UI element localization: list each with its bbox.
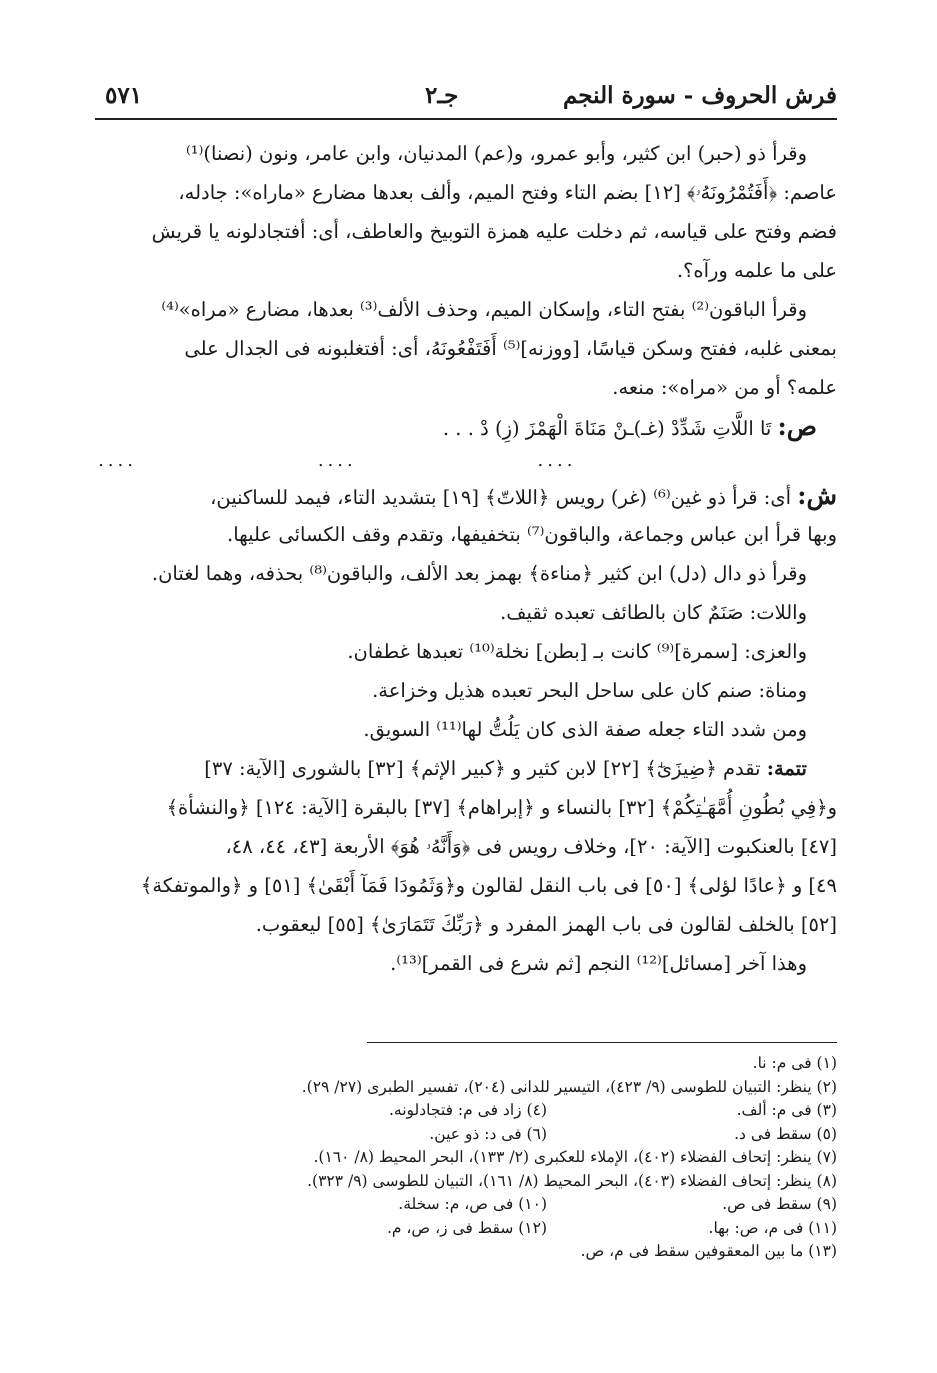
footnote: (٢) ينظر: التبيان للطوسى (٩/ ٤٢٣)، التيسير للدانى (٢٠٤)، تفسير الطبرى (٢٧/ ٢٩).: [301, 1077, 837, 1096]
text-line: ومن شدد التاء جعله صفة الذى كان يَلُتُّ لها⁽¹¹⁾ السويق.: [363, 718, 807, 741]
footnote: (٣) فى م: ألف.: [736, 1101, 837, 1119]
text-line: [95, 476, 837, 515]
poem-verse: تَا اللَّاتِ شَدِّدْ (غـ)ـنْ مَنَاةَ الْهَمْزَ (زِ) دْ . . .: [442, 417, 772, 440]
text-line: وقرأ ذو (حبر) ابن كثير، وأبو عمرو، و(عم) المدنيان، وابن عامر، ونون (نصنا)⁽¹⁾: [185, 142, 807, 165]
ellipsis-row: [95, 446, 837, 476]
text-line: على ما علمه ورآه؟.: [676, 259, 837, 282]
text-span: تقدم ﴿ضِيزَىٰٓ﴾ [٢٢] لابن كثير و ﴿كبير الإثم﴾ [٣٢] بالشورى [الآية: ٣٧]: [204, 757, 761, 780]
header-title: فرش الحروف - سورة النجم: [562, 82, 837, 109]
sad-label: ص:: [777, 412, 817, 441]
text-line: وبها قرأ ابن عباس وجماعة، والباقون⁽⁷⁾ بتخفيفها، وتقدم وقف الكسائى عليها.: [227, 523, 837, 546]
text-line: وقرأ الباقون⁽²⁾ بفتح التاء، وإسكان الميم، وحذف الألف⁽³⁾ بعدها، مضارع «مراه»⁽⁴⁾: [161, 298, 807, 321]
text-line: [95, 749, 837, 788]
ellipsis: ....: [317, 450, 357, 471]
text-line: والعزى: [سمرة]⁽⁹⁾ كانت بـ [بطن] نخلة⁽¹⁰⁾ تعبدها غطفان.: [347, 640, 807, 663]
footnote: (٤) زاد فى م: فتجادلونه.: [389, 1101, 547, 1119]
footnote: (٧) ينظر: إتحاف الفضلاء (٤٠٢)، الإملاء للعكبرى (٢/ ١٣٣)، البحر المحيط (٨/ ١٦٠).: [313, 1148, 837, 1166]
footnote: (٦) فى د: ذو عين.: [429, 1124, 547, 1143]
text-line: فضم وفتح على قياسه، ثم دخلت عليه همزة التوبيخ والعاطف، أى: أفتجادلونه يا قريش: [151, 220, 837, 243]
tatimma-label: تتمة:: [766, 757, 807, 780]
footnotes: [160, 1052, 837, 1264]
footnote: (٨) ينظر: إتحاف الفضلاء (٤٠٣)، البحر المحيط (٨/ ١٦١)، التبيان للطوسى (٩/ ٣٢٣).: [307, 1171, 837, 1190]
text-line: بمعنى غلبه، ففتح وسكن قياسًا، [ووزنه]⁽⁵⁾ أَفَتَفْعُونَهُ، أى: أفتغلبونه فى الجدال على: [184, 337, 837, 360]
ellipsis: ....: [98, 450, 137, 471]
footnote: (٩) سقط فى ص.: [722, 1195, 837, 1213]
footnote: (١١) فى م، ص: بها.: [708, 1218, 837, 1237]
text-line: [٥٢] بالخلف لقالون فى باب الهمز المفرد و ﴿رَبِّكَ تَتَمَارَىٰ﴾ [٥٥] ليعقوب.: [255, 913, 837, 936]
text-span: أى: قرأ ذو غين⁽⁶⁾ (غر) رويس ﴿اللاتّ﴾ [١٩] بتشديد التاء، فيمد للساكنين،: [210, 486, 792, 509]
text-line: واللات: صَنَمٌ كان بالطائف تعبده ثقيف.: [500, 601, 807, 624]
text-line: علمه؟ أو من «مراه»: منعه.: [612, 376, 837, 399]
text-line: وهذا آخر [مسائل]⁽¹²⁾ النجم [ثم شرع فى القمر]⁽¹³⁾.: [390, 952, 807, 975]
footnote-divider: [367, 1042, 837, 1043]
footnote: (١) فى م: نا.: [752, 1054, 837, 1072]
footnote: (١٠) فى ص، م: سخلة.: [398, 1195, 547, 1213]
footnote-pair: [160, 1193, 837, 1217]
text-line: ومناة: صنم كان على ساحل البحر تعبده هذيل وخزاعة.: [372, 679, 807, 702]
text-line: ٤٩] و ﴿عادًا لؤلى﴾ [٥٠] فى باب النقل لقالون و﴿وَثَمُودَا فَمَآ أَبْقَىٰ﴾ [٥١] و ﴿والموتفكة﴾: [140, 874, 837, 897]
text-line: عاصم: ﴿أَفَتُمْرُونَهُۥ﴾ [١٢] بضم التاء وفتح الميم، وألف بعدها مضارع «ماراه»: جادله،: [178, 181, 837, 204]
header-volume: جـ٢: [425, 82, 459, 109]
footnote: (١٣) ما بين المعقوفين سقط فى م، ص.: [580, 1242, 837, 1260]
footnote: (١٢) سقط فى ز، ص، م.: [386, 1218, 547, 1237]
text-line: و﴿فِي بُطُونِ أُمَّهَـٰتِكُمْ﴾ [٣٢] بالنساء و ﴿إبراهام﴾ [٣٧] بالبقرة [الآية: ١٢٤] ﴿والنشأة﴾: [166, 796, 837, 819]
running-header: [95, 78, 837, 120]
footnote: (٥) سقط فى د.: [734, 1124, 837, 1143]
footnote-pair: [160, 1099, 837, 1123]
text-line: وقرأ ذو دال (دل) ابن كثير ﴿مناءة﴾ بهمز بعد الألف، والباقون⁽⁸⁾ بحذفه، وهما لغتان.: [151, 562, 807, 585]
ellipsis: ....: [537, 450, 577, 471]
footnote-pair: [160, 1217, 837, 1241]
main-text: [95, 134, 837, 983]
verse-line: [95, 407, 837, 446]
page-number: ٥٧١: [105, 82, 143, 109]
text-line: [٤٧] بالعنكبوت [الآية: ٢٠]، وخلاف رويس فى ﴿وَأَنَّهُۥ هُوَ﴾ الأربعة [٤٣، ٤٤، ٤٨،: [225, 835, 837, 858]
footnote-pair: [160, 1123, 837, 1147]
sharh-label: ش:: [797, 481, 837, 510]
